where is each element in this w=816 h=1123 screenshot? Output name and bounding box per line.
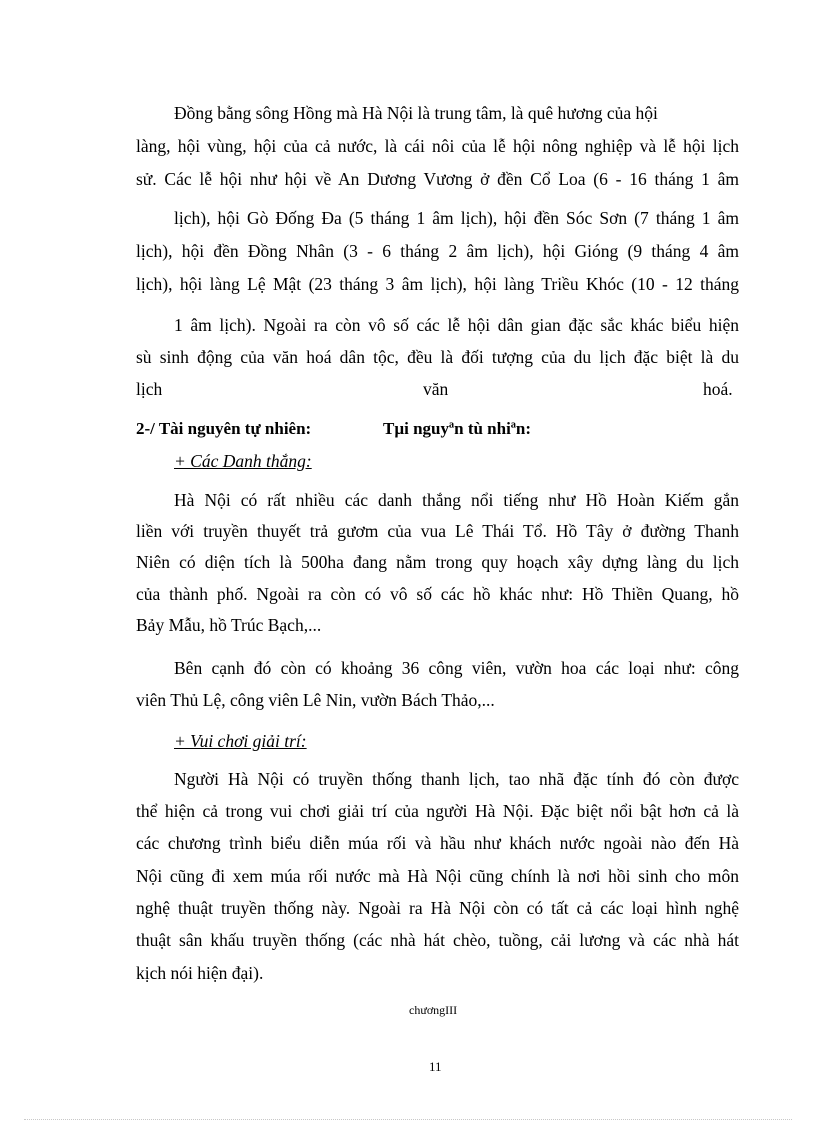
paragraph-line: Nội cũng đi xem múa rối nước mà Hà Nội cũng chính là nơi hồi sinh cho môn: [136, 866, 739, 886]
paragraph-line: Niên có diện tích là 500ha đang nằm trong quy hoạch xây dựng làng du lịch: [136, 552, 739, 572]
paragraph-line: viên Thủ Lệ, công viên Lê Nin, vườn Bách Thảo,...: [136, 690, 495, 710]
subheading-vui-choi: + Vui chơi giải trí:: [174, 731, 307, 751]
paragraph-line: Bên cạnh đó còn có khoảng 36 công viên, vườn hoa các loại như: công: [174, 658, 739, 678]
paragraph-word: văn: [423, 379, 449, 399]
page-bottom-divider: [24, 1119, 792, 1120]
paragraph-line: Đồng bằng sông Hồng mà Hà Nội là trung tâm, là quê hương của hội: [174, 103, 658, 123]
subheading-danh-thang: + Các Danh thắng:: [174, 451, 312, 471]
paragraph-line: kịch nói hiện đại).: [136, 963, 264, 983]
paragraph-line: của thành phố. Ngoài ra còn có vô số các hồ khác như: Hồ Thiền Quang, hồ: [136, 584, 739, 604]
paragraph-line: sử. Các lễ hội như hội về An Dương Vương ở đền Cổ Loa (6 - 16 tháng 1 âm: [136, 169, 739, 189]
paragraph-line: 1 âm lịch). Ngoài ra còn vô số các lễ hội dân gian đặc sắc khác biểu hiện: [174, 315, 739, 335]
paragraph-line: lịch), hội làng Lệ Mật (23 tháng 3 âm lịch), hội làng Triều Khóc (10 - 12 tháng: [136, 274, 739, 294]
chapter-caption: chươngIII: [409, 1003, 458, 1017]
page-number: 11: [429, 1059, 442, 1074]
paragraph-line: các chương trình biểu diễn múa rối và hầu như khách nước ngoài nào đến Hà: [136, 833, 739, 853]
paragraph-line: Bảy Mẫu, hồ Trúc Bạch,...: [136, 615, 322, 635]
paragraph-line: làng, hội vùng, hội của cả nước, là cái nôi của lễ hội nông nghiệp và lễ hội lịch: [136, 136, 739, 156]
paragraph-word: hoá.: [703, 379, 733, 399]
paragraph-line: Người Hà Nội có truyền thống thanh lịch, tao nhã đặc tính đó còn được: [174, 769, 739, 789]
paragraph-line: thể hiện cả trong vui chơi giải trí của người Hà Nội. Đặc biệt nổi bật hơn cả là: [136, 801, 739, 821]
paragraph-word: lịch: [136, 379, 163, 399]
section-heading: 2-/ Tài nguyên tự nhiên:: [136, 419, 312, 438]
paragraph-line: sù sinh động của văn hoá dân tộc, đều là đối tượng của du lịch đặc biệt là du: [136, 347, 739, 367]
section-heading-garbled: Tµi nguyªn tù nhiªn:: [383, 419, 532, 438]
paragraph-line: liền với truyền thuyết trả gươm của vua Lê Thái Tổ. Hồ Tây ở đường Thanh: [136, 521, 739, 541]
paragraph-line: Hà Nội có rất nhiều các danh thắng nổi tiếng như Hồ Hoàn Kiếm gắn: [174, 490, 739, 510]
paragraph-line: thuật sân khấu truyền thống (các nhà hát chèo, tuồng, cải lương và các nhà hát: [136, 930, 739, 950]
paragraph-line: lịch), hội Gò Đống Đa (5 tháng 1 âm lịch), hội đền Sóc Sơn (7 tháng 1 âm: [174, 208, 739, 228]
paragraph-line: nghệ thuật truyền thống này. Ngoài ra Hà Nội còn có tất cả các loại hình nghệ: [136, 898, 739, 918]
paragraph-line: lịch), hội đền Đồng Nhân (3 - 6 tháng 2 âm lịch), hội Gióng (9 tháng 4 âm: [136, 241, 739, 261]
